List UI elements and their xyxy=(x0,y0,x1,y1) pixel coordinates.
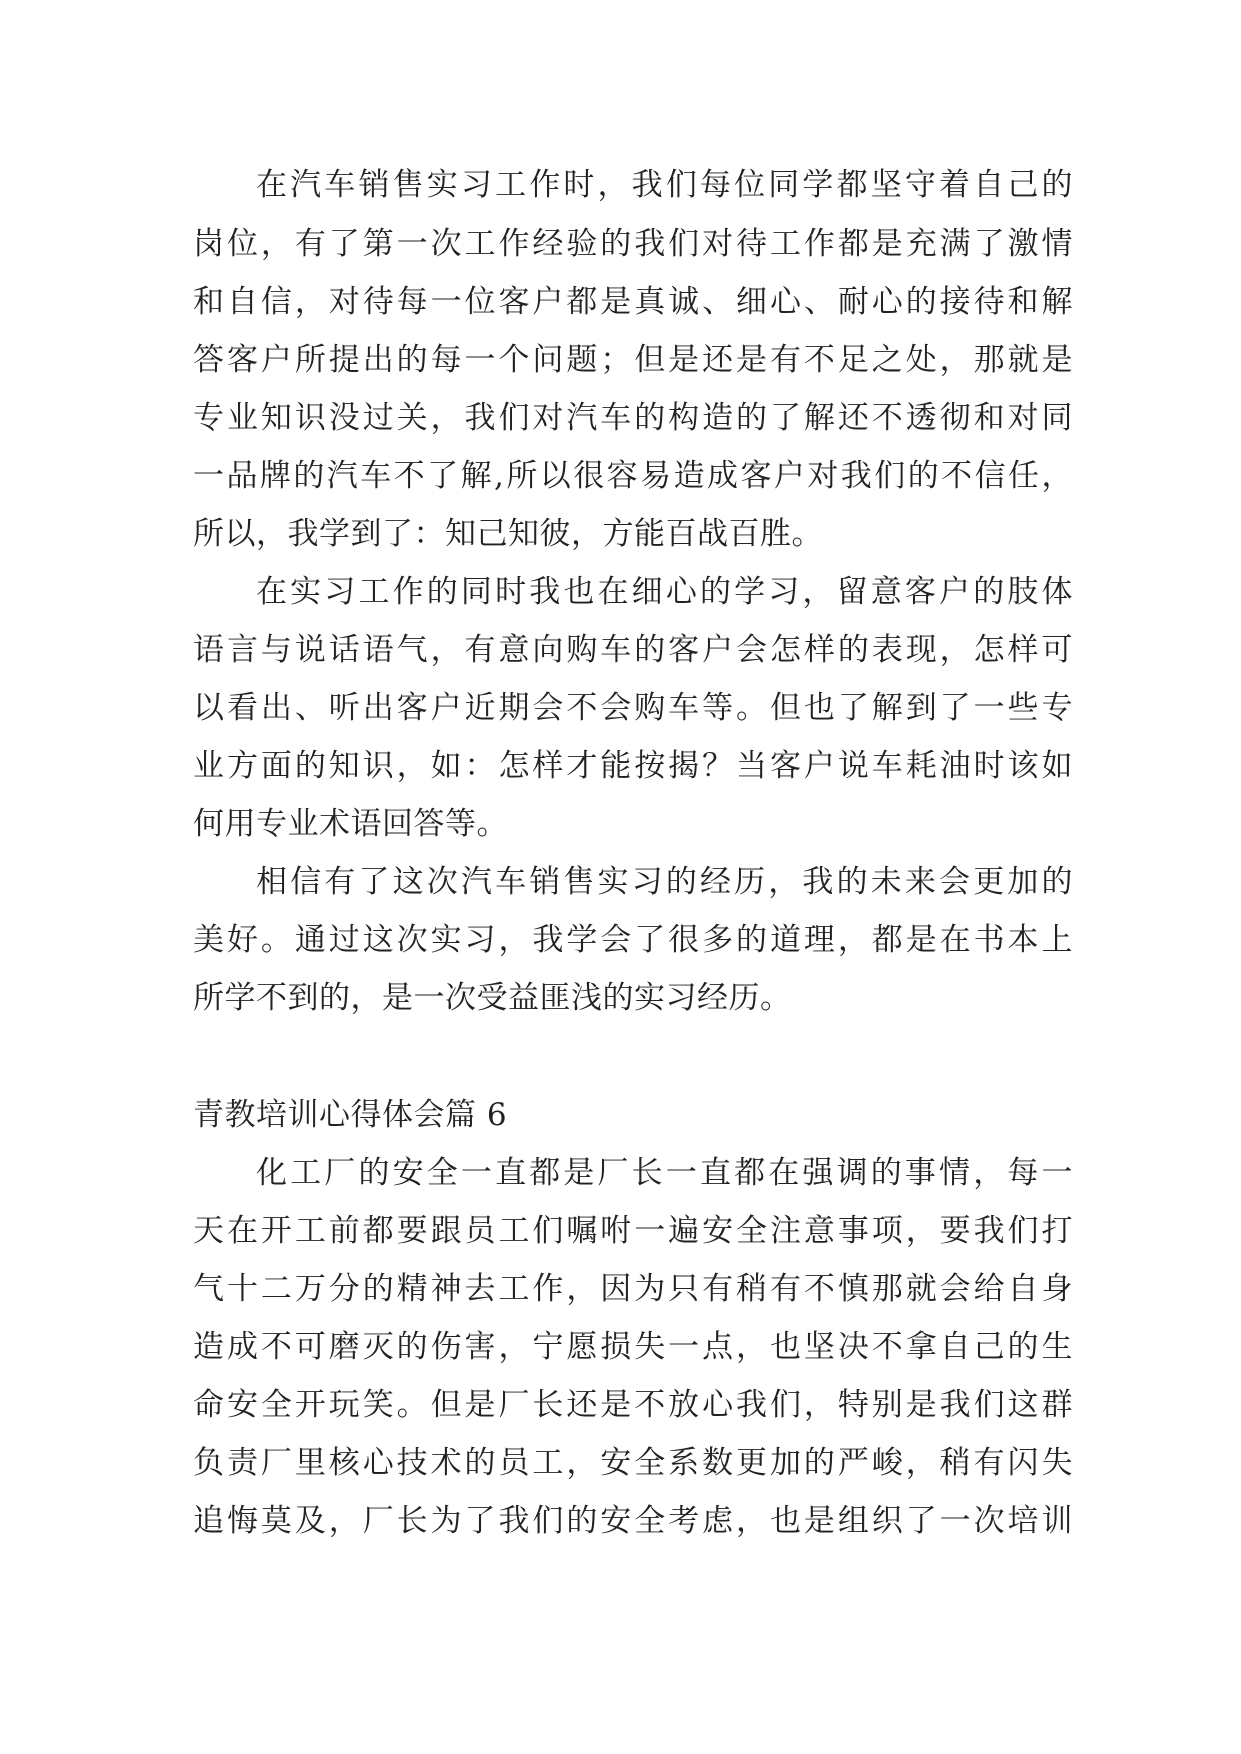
paragraph-1-line-2: 岗位，有了第一次工作经验的我们对待工作都是充满了激情 xyxy=(193,226,1073,262)
paragraph-1-line-7: 所以，我学到了：知己知彼，方能百战百胜。 xyxy=(193,516,823,552)
paragraph-2-line-2: 语言与说话语气，有意向购车的客户会怎样的表现，怎样可 xyxy=(193,632,1073,668)
paragraph-4-line-7: 追悔莫及，厂长为了我们的安全考虑，也是组织了一次培训 xyxy=(193,1503,1073,1539)
paragraph-1-line-6: 一品牌的汽车不了解,所以很容易造成客户对我们的不信任， xyxy=(193,458,1073,494)
paragraph-2-line-1: 在实习工作的同时我也在细心的学习，留意客户的肢体 xyxy=(256,574,1073,610)
paragraph-3-line-2: 美好。通过这次实习，我学会了很多的道理，都是在书本上 xyxy=(193,922,1073,958)
paragraph-4-line-5: 命安全开玩笑。但是厂长还是不放心我们，特别是我们这群 xyxy=(193,1387,1073,1423)
paragraph-4-line-3: 气十二万分的精神去工作，因为只有稍有不慎那就会给自身 xyxy=(193,1271,1073,1307)
paragraph-1-line-5: 专业知识没过关，我们对汽车的构造的了解还不透彻和对同 xyxy=(193,400,1073,436)
paragraph-2-line-5: 何用专业术语回答等。 xyxy=(193,806,508,842)
paragraph-2-line-3: 以看出、听出客户近期会不会购车等。但也了解到了一些专 xyxy=(193,690,1073,726)
paragraph-4-line-6: 负责厂里核心技术的员工，安全系数更加的严峻，稍有闪失 xyxy=(193,1445,1073,1481)
section-heading: 青教培训心得体会篇 6 xyxy=(193,1097,508,1133)
paragraph-4-line-2: 天在开工前都要跟员工们嘱咐一遍安全注意事项，要我们打 xyxy=(193,1213,1073,1249)
paragraph-3-line-1: 相信有了这次汽车销售实习的经历，我的未来会更加的 xyxy=(256,864,1073,900)
paragraph-2-line-4: 业方面的知识，如：怎样才能按揭？当客户说车耗油时该如 xyxy=(193,748,1073,784)
paragraph-1-line-3: 和自信，对待每一位客户都是真诚、细心、耐心的接待和解 xyxy=(193,284,1073,320)
paragraph-1-line-1: 在汽车销售实习工作时，我们每位同学都坚守着自己的 xyxy=(256,167,1073,203)
paragraph-4-line-4: 造成不可磨灭的伤害，宁愿损失一点，也坚决不拿自己的生 xyxy=(193,1329,1073,1365)
paragraph-3-line-3: 所学不到的，是一次受益匪浅的实习经历。 xyxy=(193,980,792,1016)
paragraph-4-line-1: 化工厂的安全一直都是厂长一直都在强调的事情，每一 xyxy=(256,1155,1073,1191)
paragraph-1-line-4: 答客户所提出的每一个问题；但是还是有不足之处，那就是 xyxy=(193,342,1073,378)
